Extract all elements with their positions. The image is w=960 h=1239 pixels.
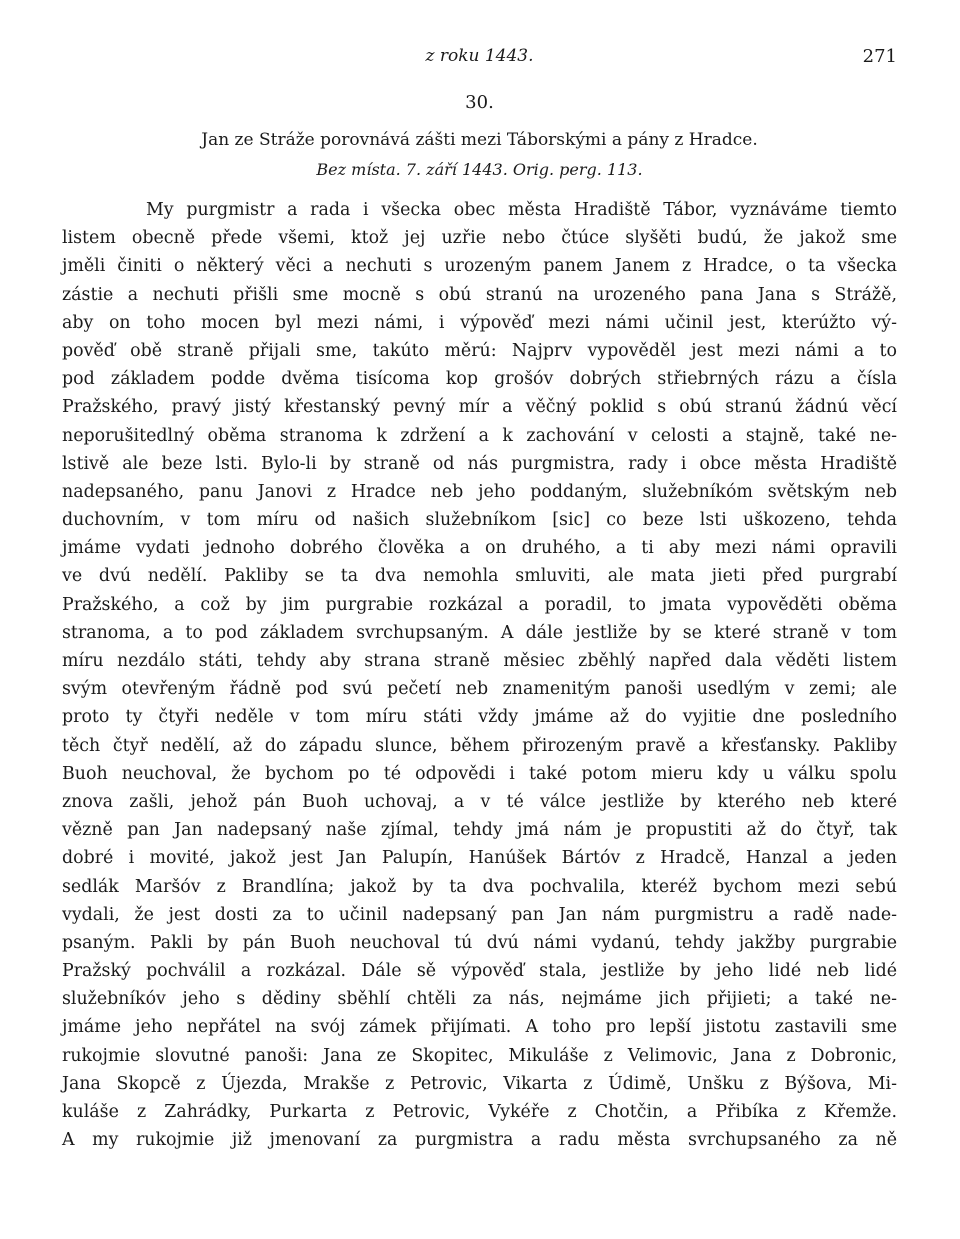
body-line: lstivě ale beze lsti. Bylo-li by straně od nás purgmistra, rady i obce města Hradiště	[62, 453, 897, 474]
body-line: duchovním, v tom míru od našich služebníkom [sic] co beze lsti uškozeno, tehda	[62, 510, 897, 531]
body-line: míru nezdálo státi, tehdy aby strana straně měsiec zběhlý napřed dala věděti listem	[62, 651, 897, 671]
body-line: vězně pan Jan nadepsaný naše zjímal, tehdy jmá nám je propustiti až do čtyř, tak	[62, 820, 897, 841]
body-line: zástie a nechuti přišli sme mocně s obú stranú na urozeného pana Jana s Strážě,	[62, 284, 897, 305]
body-line: proto ty čtyři neděle v tom míru státi vždy jmáme až do vyjitie dne posledního	[62, 707, 897, 728]
body-line: jměli činiti o některý věci a nechuti s urozeným panem Janem z Hradce, o ta všecka	[62, 256, 897, 277]
body-line: Pražského, a což by jim purgrabie rozkázal a poradil, to jmata vypověděti oběma	[62, 594, 897, 615]
body-line: listem obecně přede všemi, ktož jej uzřie nebo čtúce slyšěti budú, že jakož sme	[62, 228, 897, 249]
body-line: psaným. Pakli by pán Buoh neuchoval tú dvú námi vydanú, tehdy jakžby purgrabie	[62, 932, 897, 953]
page-number: 271	[862, 46, 897, 67]
running-title: z roku 1443.	[425, 46, 534, 66]
body-line: pod základem podde dvěma tisícoma kop grošóv dobrých střiebrných rázu a čísla	[62, 369, 897, 390]
body-line: My purgmistr a rada i všecka obec města Hradiště Tábor, vyznáváme tiemto	[146, 200, 897, 220]
body-line: jmáme vydati jednoho dobrého člověka a on druhého, a ti aby mezi námi opravili	[62, 538, 897, 559]
body-line: Jana Skopcě z Újezda, Mrakše z Petrovic, Vikarta z Údimě, Unšku z Býšova, Mi-	[62, 1073, 897, 1094]
body-line: jmáme jeho nepřátel na svój zámek přijímati. A toho pro lepší jistotu zastavili sme	[62, 1017, 897, 1038]
body-line: dobré i movité, jakož jest Jan Palupín, Hanúšek Bártóv z Hradcě, Hanzal a jeden	[62, 848, 897, 869]
document-heading: Jan ze Stráže porovnává zášti mezi Táborskými a pány z Hradce.	[201, 130, 758, 150]
body-line: vydali, že jest dosti za to učinil nadepsaný pan Jan nám purgmistru a radě nade-	[62, 904, 897, 925]
body-line: aby on toho mocen byl mezi námi, i výpověď mezi námi učinil jest, kterúžto vý-	[62, 312, 897, 333]
body-line: těch čtyř nedělí, až do západu slunce, během přirozeným pravě a křesťansky. Pakliby	[62, 735, 897, 756]
body-line: Pražský pochválil a rozkázal. Dále sě výpověď stala, jestliže by jeho lidé neb lidé	[62, 961, 897, 982]
body-line: ve dvú nedělí. Pakliby se ta dva nemohla smluviti, ale mata jieti před purgrabí	[62, 566, 897, 587]
body-line: stranoma, a to pod základem svrchupsaným. A dále jestliže by se které straně v tom	[62, 622, 897, 643]
body-line: rukojmie slovutné panoši: Jana ze Skopitec, Mikuláše z Velimovic, Jana z Dobronic,	[62, 1045, 897, 1066]
body-line: nadepsaného, panu Janovi z Hradce neb jeho poddaným, služebníkóm světským neb	[62, 481, 897, 502]
body-line: služebníkóv jeho s dědiny sběhlí chtěli za nás, nejmáme jich přijieti; a také ne-	[62, 989, 897, 1010]
document-number: 30.	[465, 92, 494, 113]
body-line: znova zašli, jehož pán Buoh uchovaj, a v té válce jestliže by kterého neb které	[62, 791, 897, 812]
body-line: sedlák Maršóv z Brandlína; jakož by ta dva pochvalila, kteréž bychom mezi sebú	[62, 876, 897, 897]
body-text	[62, 196, 897, 1154]
body-line: A my rukojmie již jmenovaní za purgmistra a radu města svrchupsaného za ně	[62, 1130, 897, 1151]
body-line: Buoh neuchoval, že bychom po té odpovědi i také potom mieru kdy u válku spolu	[62, 763, 897, 784]
body-line: svým otevřeným řádně pod svú pečetí neb znamenitým panoši usedlým v zemi; ale	[62, 679, 897, 700]
body-line: kuláše z Zahrádky, Purkarta z Petrovic, Vykéře z Chotčin, a Přibíka z Křemže.	[62, 1102, 897, 1122]
body-line: pověď obě straně přijali sme, takúto měrú: Najprv vypověděl jest mezi námi a to	[62, 340, 897, 361]
body-line: Pražského, pravý jistý křestanský pevný mír a věčný poklid s obú stranú žádnú věcí	[62, 397, 897, 418]
running-head	[62, 46, 897, 72]
body-line: neporušitedlný oběma stranoma k zdržení a k zachování v celosti a stajně, také ne-	[62, 425, 897, 446]
document-meta: Bez místa. 7. září 1443. Orig. perg. 113.	[316, 160, 643, 179]
